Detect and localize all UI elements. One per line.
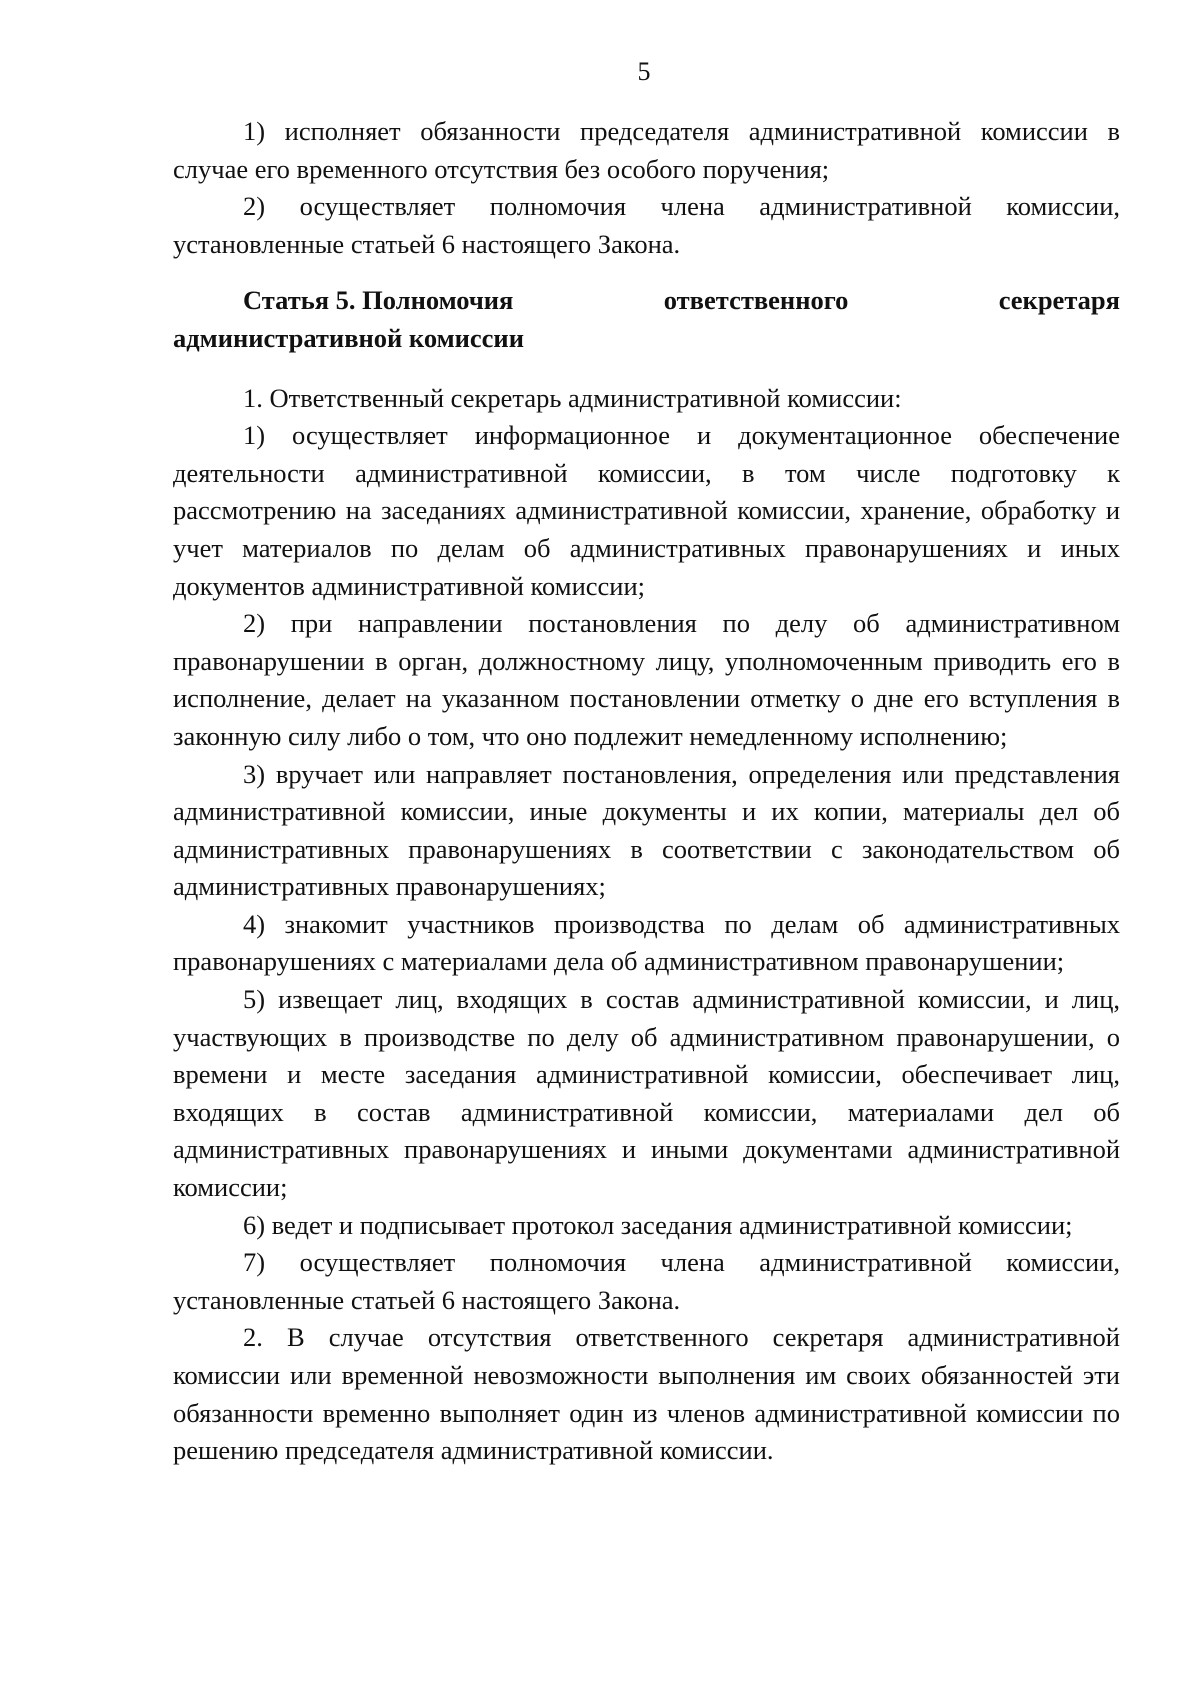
article-item-5: 5) извещает лиц, входящих в состав административной комиссии, и лиц, участвующих в производстве по делу об административном правонарушении, о времени и месте заседания административной комиссии, обеспечивает лиц, входящих в состав административной комиссии, материалами дел об административных правонарушениях и иными документами административной комиссии; [173, 984, 1120, 1203]
article-heading [173, 282, 1120, 357]
intro-item-2: 2) осуществляет полномочия члена административной комиссии, установленные статьей 6 настоящего Закона. [173, 191, 1120, 259]
article-heading-part-2: ответственного [663, 285, 849, 316]
article-item-3: 3) вручает или направляет постановления, определения или представления административной комиссии, иные документы и их копии, материалы дел об административных правонарушениях в соответствии с законодательством об административных правонарушениях; [173, 758, 1120, 902]
document-body [173, 113, 1120, 1470]
intro-item-1: 1) исполняет обязанности председателя административной комиссии в случае его временного отсутствия без особого поручения; [173, 116, 1120, 184]
article-paragraph-2: 2. В случае отсутствия ответственного секретаря административной комиссии или временной невозможности выполнения им своих обязанностей эти обязанности временно выполняет один из членов административной комиссии по решению председателя административной комиссии. [173, 1322, 1120, 1466]
article-heading-part-3: секретаря [998, 285, 1120, 316]
article-paragraph-1: 1. Ответственный секретарь административной комиссии: [243, 382, 902, 413]
article-heading-part-1: Статья 5. Полномочия [243, 285, 514, 316]
article-item-1: 1) осуществляет информационное и документационное обеспечение деятельности административной комиссии, в том числе подготовку к рассмотрению на заседаниях административной комиссии, хранение, обработку и учет материалов по делам об административных правонарушениях и иных документов административной комиссии; [173, 420, 1120, 601]
article-item-4: 4) знакомит участников производства по делам об административных правонарушениях с материалами дела об административном правонарушении; [173, 908, 1120, 977]
article-item-2: 2) при направлении постановления по делу об административном правонарушении в орган, должностному лицу, уполномоченным приводить его в исполнение, делает на указанном постановлении отметку о дне его вступления в законную силу либо о том, что оно подлежит немедленному исполнению; [173, 608, 1120, 751]
article-item-6: 6) ведет и подписывает протокол заседания административной комиссии; [243, 1209, 1073, 1240]
article-heading-tail: административной комиссии [173, 322, 524, 353]
article-item-7: 7) осуществляет полномочия члена административной комиссии, установленные статьей 6 настоящего Закона. [173, 1247, 1120, 1315]
page-number: 5 [637, 57, 651, 86]
